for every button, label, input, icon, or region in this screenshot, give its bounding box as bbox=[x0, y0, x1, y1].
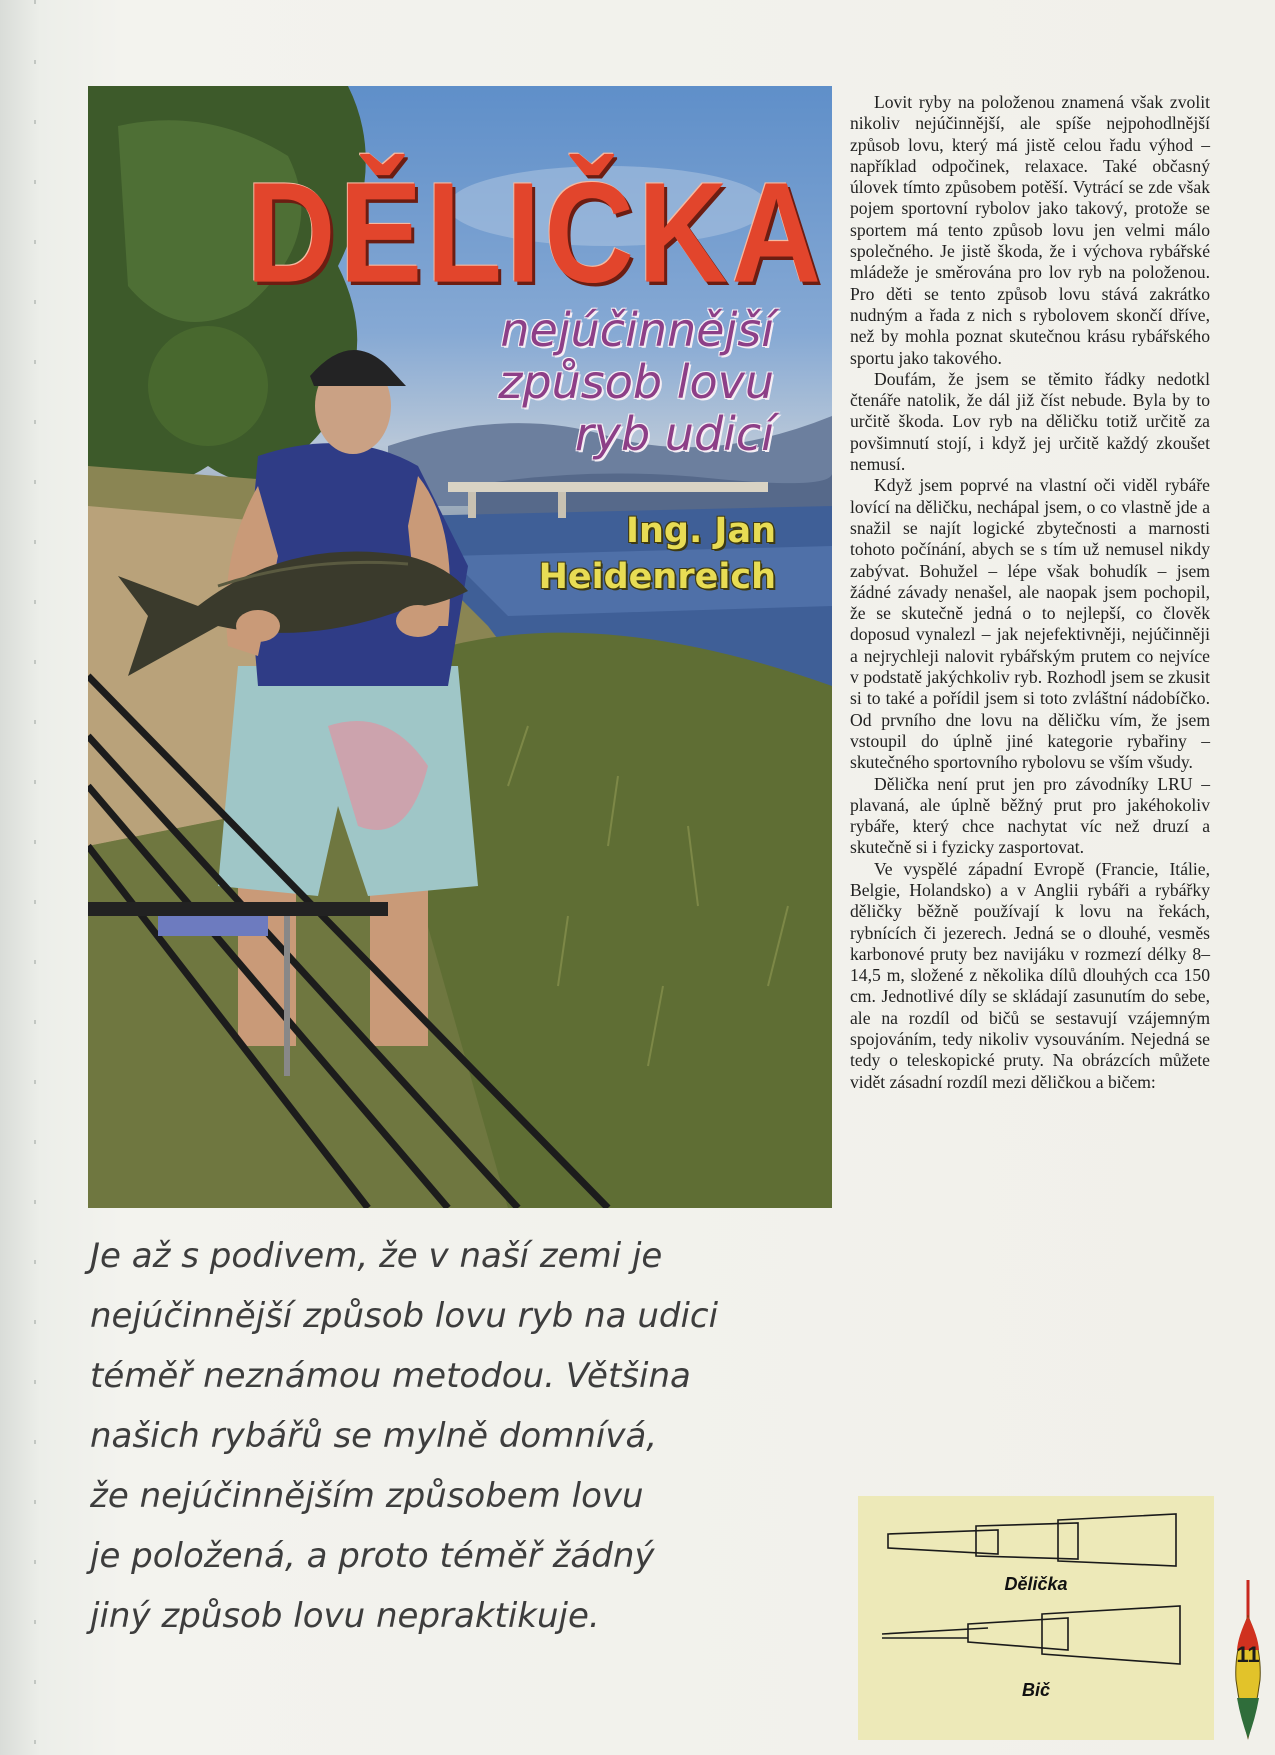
lead-line: je položená, a proto téměř žádný bbox=[90, 1536, 655, 1576]
lead-line: Je až s podivem, že v naší zemi je bbox=[90, 1236, 663, 1276]
author-line: Ing. Jan bbox=[625, 511, 776, 551]
lead-line: nejúčinnější způsob lovu ryb na udici bbox=[90, 1296, 719, 1336]
label-delicka: Dělička bbox=[1004, 1574, 1068, 1594]
lead-line: téměř neznámou metodou. Většina bbox=[90, 1356, 691, 1396]
body-paragraph: Ve vyspělé západní Evropě (Francie, Itálie, Belgie, Holandsko) a v Anglii rybáři a rybářky děličky běžně používají k lovu na řekách, rybnících či jezerech. Jedná se o dlouhé, vesměs karbonové pruty bez navijáku v rozmezí délky 8–14,5 m, složené z několika dílů dlouhých cca 150 cm. Jednotlivé díly se skládají zasunutím do sebe, ale na rozdíl od bičů se sestavují vzájemným spojováním, tedy nikoliv vysouváním. Nejedná se tedy o teleskopické pruty. Na obrázcích můžete vidět zásadní rozdíl mezi děličkou a bičem: bbox=[850, 858, 1210, 1092]
bic-tip bbox=[882, 1628, 988, 1634]
subtitle-line: nejúčinnější bbox=[500, 303, 774, 357]
label-bic: Bič bbox=[1021, 1680, 1050, 1700]
article-title: DĚLIČKA bbox=[246, 153, 826, 313]
bic-section bbox=[1042, 1606, 1180, 1664]
lead-line: že nejúčinnějším způsobem lovu bbox=[90, 1476, 644, 1516]
subtitle-line: způsob lovu bbox=[498, 355, 774, 409]
subtitle-line: ryb udicí bbox=[574, 407, 774, 461]
lead-line: jiný způsob lovu nepraktikuje. bbox=[90, 1596, 600, 1636]
article-photo bbox=[88, 86, 832, 1208]
body-paragraph: Dělička není prut jen pro závodníky LRU – plavaná, ale úplně běžný prut pro jakéhokoliv rybáře, který chce nachytat víc než druzí a skutečně si i fyzicky zasportovat. bbox=[850, 773, 1210, 858]
body-paragraph: Když jsem poprvé na vlastní oči viděl rybáře lovící na děličku, nechápal jsem, o co vlastně jde a snažil se najít logické zbytečnosti a marnosti tohoto počínání, abych se s tím už nemusel nikdy zabývat. Bohužel – lépe však bohudík – jsem žádné závady nenašel, ale naopak jsem pochopil, že se skutečně jedná o to nejlepší, co člověk doposud vynalezl – jak nejefektivněji, nejúčinněji a nejrychleji nalovit rybářským prutem co nejvíce v podstatě jakýchkoliv ryb. Rozhodl jsem se zkusit si to také a pořídil jsem si toto zvláštní nádobíčko. Od prvního dne lovu na děličku vím, že jsem vstoupil do úplně jiné kategorie rybařiny – skutečného sportovního rybolovu se vším všudy. bbox=[850, 475, 1210, 773]
page-fold bbox=[34, 0, 36, 1755]
page-number: 11 bbox=[1236, 1642, 1260, 1667]
lead-paragraph bbox=[90, 1226, 860, 1646]
article-subtitle bbox=[360, 304, 774, 460]
rod-comparison-diagram bbox=[858, 1496, 1214, 1740]
delicka-section bbox=[888, 1530, 998, 1554]
body-paragraph: Doufám, že jsem se těmito řádky nedotkl čtenáře natolik, že dál již číst nebude. Byla by to určitě škoda. Lov ryb na děličku totiž určitě za povšimnutí stojí, i když jej určitě každý zkoušet nemusí. bbox=[850, 368, 1210, 475]
author-line: Heidenreich bbox=[538, 557, 776, 597]
article-body bbox=[850, 92, 1210, 1093]
bic-section bbox=[968, 1618, 1068, 1650]
rod-comparison-drawing bbox=[858, 1496, 1214, 1740]
article-author bbox=[480, 508, 776, 600]
body-paragraph: Lovit ryby na položenou znamená však zvolit nikoliv nejúčinnější, ale spíše nejpohodlnější způsob lovu, který má jistě celou řadu výhod – například odpočinek, relaxace. Také občasný úlovek tímto způsobem potěší. Vytrácí se zde však pojem sportovní rybolov jako takový, protože se sportem má tento způsob lovu jen velmi málo společného. Je jistě škoda, že i výchova rybářské mládeže je směrována pro lov ryb na položenou. Pro děti se tento způsob lovu stává zakrátko nudným a řada z nich s rybolovem skončí dříve, než by mohla poznat skutečnou krásu rybářského sportu jako takového. bbox=[850, 92, 1210, 368]
lead-line: našich rybářů se mylně domnívá, bbox=[90, 1416, 658, 1456]
